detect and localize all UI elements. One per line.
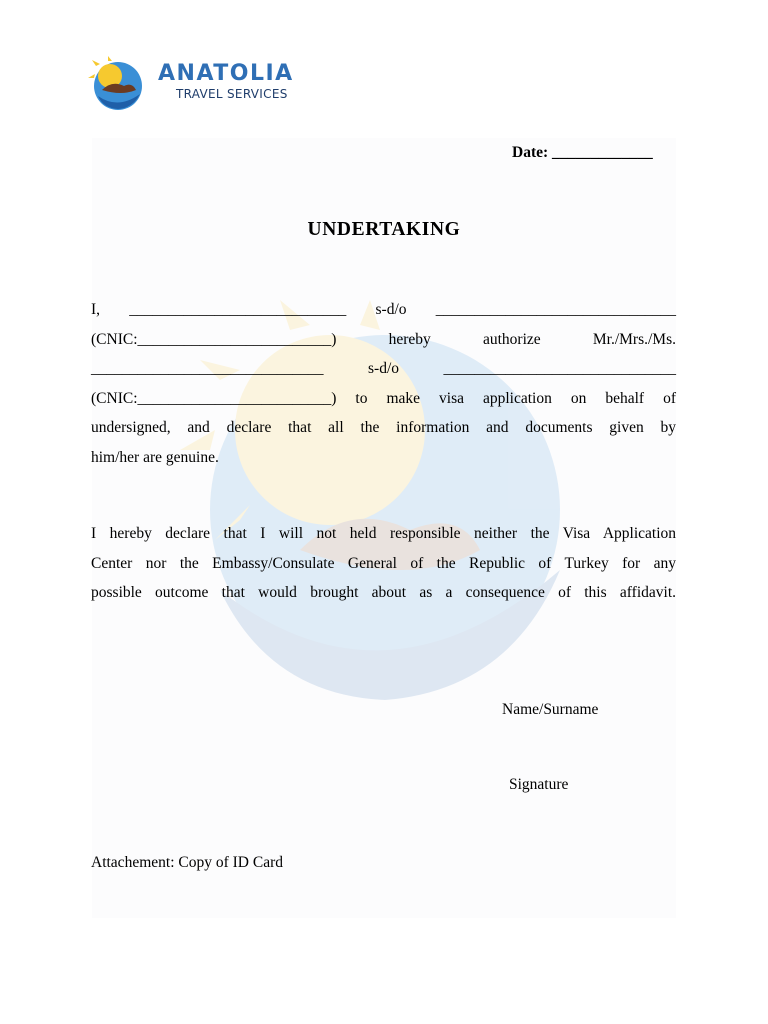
- declaration-paragraph: [91, 519, 676, 608]
- paragraph-line: (CNIC:_________________________) to make visa application on behalf of: [91, 389, 676, 407]
- name-surname-label: Name/Surname: [502, 701, 599, 718]
- authorization-paragraph: [91, 295, 676, 472]
- brand-tagline: TRAVEL SERVICES: [176, 87, 288, 101]
- paragraph-line: I, ____________________________ s-d/o _______________________________: [91, 301, 676, 318]
- signature-label: Signature: [509, 776, 569, 793]
- paragraph-line: Center nor the Embassy/Consulate General of the Republic of Turkey for any: [91, 554, 676, 572]
- attachment-note: Attachement: Copy of ID Card: [91, 854, 283, 871]
- paragraph-line: ______________________________ s-d/o ______________________________: [91, 360, 676, 377]
- paragraph-line: (CNIC:_________________________) hereby authorize Mr./Mrs./Ms.: [91, 330, 676, 348]
- document-title: UNDERTAKING: [307, 219, 461, 240]
- paragraph-line: him/her are genuine.: [91, 448, 219, 466]
- paragraph-line: I hereby declare that I will not held responsible neither the Visa Application: [91, 525, 676, 542]
- paragraph-line: possible outcome that would brought about as a consequence of this affidavit.: [91, 584, 676, 601]
- date-field: Date: _____________: [512, 144, 653, 161]
- brand-name: ANATOLIA: [158, 61, 294, 86]
- paragraph-line: undersigned, and declare that all the information and documents given by: [91, 419, 676, 436]
